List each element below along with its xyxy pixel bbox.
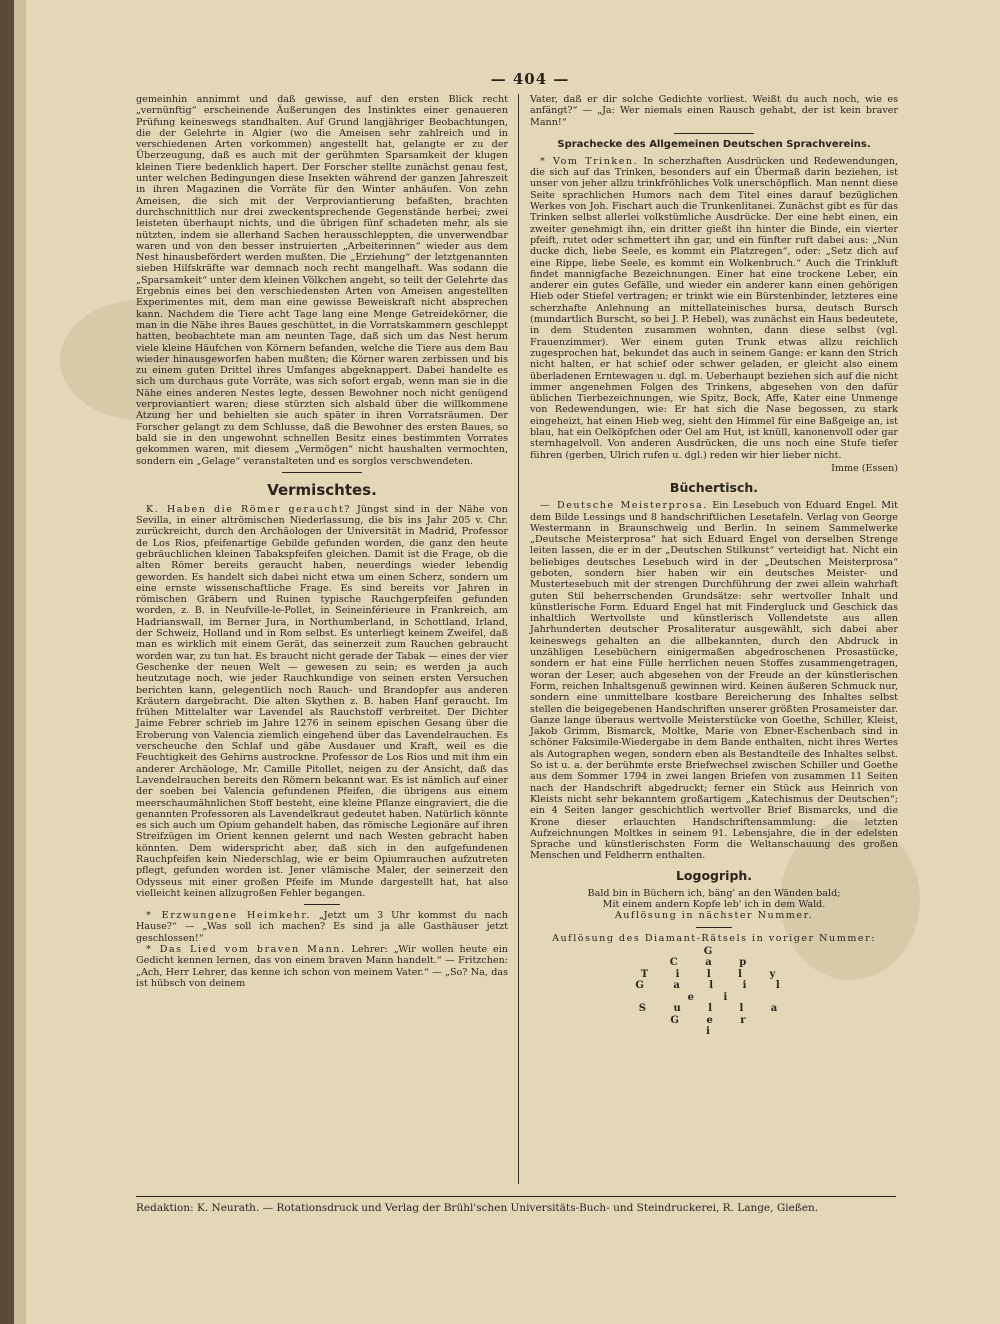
diamond-row: C a p <box>669 957 759 969</box>
anecdote-heimkehr <box>136 910 508 944</box>
article-roman-smoking <box>136 504 508 899</box>
anecdote-lead: * Erzwungene Heimkehr. <box>146 910 311 922</box>
logogriph-riddle <box>530 888 898 922</box>
anecdote-body: „Jetzt um 3 Uhr kommst du nach Hause?“ — „Was soll ich machen? Es sind ja alle Gasthäuser jetzt geschlossen!“ <box>136 910 508 944</box>
page-number: — 404 — <box>490 70 570 88</box>
section-title-logogriph: Logogriph. <box>675 867 753 883</box>
review-lead: — Deutsche Meisterprosa. <box>540 500 708 512</box>
anecdote-continuation: Vater, daß er dir solche Gedichte vorliest. Weißt du auch noch, wie es anfängt?“ — „Ja: Wer niemals einen Rausch gehabt, der ist kein braver Mann!“ <box>530 94 898 128</box>
section-divider <box>674 133 754 134</box>
anecdote-lied <box>136 944 508 989</box>
diamond-row: G <box>703 945 725 957</box>
riddle-line: Bald bin in Büchern ich, bäng' an den Wänden bald; <box>587 887 841 899</box>
section-divider <box>304 904 340 905</box>
article-body: Jüngst sind in der Nähe von Sevilla, in einer altrömischen Niederlassung, die bis ins Jahr 205 v. Chr. zurückreicht, durch den Archäologen der Universität in Madrid, Professor de Los Rios, pfeifenartige Gebilde gefunden worden, die ganz den heute gebräuchlichen kleinen Tabakspfeifen gleichen. Damit ist die Frage, ob die alten Römer bereits geraucht haben, neuerdings wieder lebendig geworden. Es handelt sich dabei nicht etwa um einen Scherz, sondern um eine ernste wissenschaftliche Frage. Es sind bereits vor Jahren in römischen Gräbern und Ruinen typische Rauchgerpfeifen gefunden worden, z. B. in Neufville-le-Pollet, in Seineinférieure in Frankreich, am Hadrianswall, im Berner Jura, in Northumberland, in Schottland, Irland, der Schweiz, Holland und in Rom selbst. Es unterliegt keinem Zweifel, daß man es wirklich mit einem Gerät, das seinerzeit zum Rauchen gebraucht worden war, zu tun hat. Es braucht nicht gerade der Tabak — eines der vier Geschenke der neuen Welt — gewesen zu sein; es werden ja auch heutzutage noch, wie jeder Rauchkundige von seinen ersten Versuchen berichten kann, gelegentlich noch Rauch- und Brandopfer aus anderen Kräutern dargebracht. Die alten Skythen z. B. haben Hanf geraucht. Im frühen Mittelalter war Lavendel als Rauchstoff verbreitet. Der Dichter Jaime Febrer schrieb im Jahre 1276 in seinem epischen Gesang über die Eroberung von Valencia ziemlich eingehend über das Lavendelrauchen. Es verscheuche den Schlaf und gäbe Ausdauer und Kraft, weil es die Feuchtigkeit des Gehirns austrockne. Professor de Los Rios und mit ihm ein anderer Archäologe, Mr. Camille Pitollet, neigen zu der Ansicht, daß das Lavendelrauchen bereits den Römern bekannt war. Es ist nämlich auf einer der soeben bei Valencia gefundenen Pfeifen, die übrigens aus einem meerschaumähnlichen Stoff besteht, eine kleine Pflanze eingraviert, die die genannten Professoren als Lavendelkraut gedeutet haben. Natürlich könnte es sich auch um Opium gehandelt haben, das römische Legionäre auf ihren Streifzügen im Orient kennen gelernt und nach Westen gebracht haben könnten. Dem widerspricht aber, daß sich in den aufgefundenen Rauchpfeifen kein Niederschlag, wie er beim Opiumrauchen aufzutreten pflegt, gefunden worden ist. Jener vlämische Maler, der seinerzeit den Odysseus mit einer großen Pfeife im Munde dargestellt hat, hat also vielleicht keinen allzugroßen Fehler begangen. <box>136 503 508 899</box>
riddle-note: Auflösung in nächster Nummer. <box>614 910 814 922</box>
section-divider <box>282 472 362 473</box>
anecdote-lead: * Das Lied vom braven Mann. <box>146 944 346 956</box>
section-title-buechertisch: Büchertisch. <box>669 480 759 496</box>
diamond-puzzle-solution <box>634 946 794 1038</box>
diamond-row: G e r <box>670 1014 758 1026</box>
right-column <box>530 94 898 1038</box>
book-binding <box>0 0 14 1324</box>
section-title-vermischtes: Vermischtes. <box>267 480 377 499</box>
solution-heading: Auflösung des Diamant-Rätsels in voriger Nummer: <box>552 932 876 944</box>
article-lead: * Vom Trinken. <box>540 155 639 167</box>
diamond-row: i <box>706 1026 722 1038</box>
imprint-footer: Redaktion: K. Neurath. — Rotationsdruck und Verlag der Brühl'schen Universitäts-Buch- und Steindruckerei, R. Lange, Gießen. <box>136 1202 819 1214</box>
section-title-sprachecke: Sprachecke des Allgemeinen Deutschen Sprachvereins. <box>557 138 871 150</box>
article-vom-trinken <box>530 156 898 461</box>
section-divider <box>696 927 732 928</box>
footer-rule <box>136 1196 896 1197</box>
article-body: In scherzhaften Ausdrücken und Redewendungen, die sich auf das Trinken, besonders auf ein Übermaß darin beziehen, ist unser von jeher allzu trinkfröhliches Volk unerschöpflich. Man nennt diese Seite sprachlichen Humors nach dem Titel eines darauf bezüglichen Werkes von Joh. Fischart auch die Trunkenlitanei. Zunächst gibt es für das Trinken selbst allerlei volkstümliche Ausdrücke. Der eine hebt einen, ein zweiter genehmigt ihn, ein dritter gießt ihn hinter die Binde, ein vierter pfeift, rutet oder schmettert ihn gar, und ein fünfter ruft dabei aus: „Nun ducke dich, liebe Seele, es kommt ein Platzregen“, oder: „Setz dich auf eine Rippe, liebe Seele, es kommt ein Wolkenbruch.“ Auch die Trinkluft findet mannigfache Bezeichnungen. Einer hat eine trockene Leber, ein anderer ein gutes Gefälle, und wieder ein anderer kann einen gehörigen Hieb oder Stiefel vertragen; er trinkt wie ein Bürstenbinder, letzteres eine scherzhafte Anlehnung an mittellateinisches bursa, deutsch Bursch (mundartlich Burscht, so bei J. P. Hebel), was zunächst ein Haus bedeutete, in dem Studenten zusammen wohnten, dann diese selbst (vgl. Frauenzimmer). Wer einem guten Trunk etwas allzu reichlich zugesprochen hat, bekundet das auch in seinem Gange: er kann den Strich nicht halten, er hat schief oder schwer geladen, er gleicht also einem überladenen Erntewagen u. dgl. m. Ueberhaupt beziehen sich auf die nicht immer angenehmen Folgen des Trinkens, abgesehen von den dafür üblichen Tierbezeichnungen, wie Spitz, Bock, Affe, Kater eine Unmenge von Redewendungen, wie: Er hat sich die Nase begossen, zu stark eingeheizt, hat einen Hieb weg, sieht den Himmel für eine Baßgeige an, ist blau, hat ein Oelköpfchen oder Oel am Hut, ist knüll, kanonenvoll oder gar sternhagelvoll. Von anderen Ausdrücken, die uns noch eine Stufe tiefer führen (gerben, Ulrich rufen u. dgl.) reden wir hier lieber nicht. <box>530 155 898 461</box>
diamond-row: G a l i l e i <box>635 980 793 1003</box>
column-divider <box>518 94 519 1184</box>
diamond-row: T i l l y <box>640 968 788 980</box>
book-review <box>530 500 898 862</box>
page-edge <box>14 0 26 1324</box>
review-body: Ein Lesebuch von Eduard Engel. Mit dem Bilde Lessings und 8 handschriftlichen Lesetafeln. Verlag von George Westermann in Braunschweig und Berlin. In seinem Sammelwerke „Deutsche Meisterprosa“ hat sich Eduard Engel von derselben Strenge leiten lassen, die er in der „Deutschen Stilkunst“ verteidigt hat. Nicht ein beliebiges deutsches Lesebuch wird in der „Deutschen Meisterprosa“ geboten, sondern hier haben wir ein deutsches Meister- und Mustertesebuch mit der strengen Durchführung der zwei allein wahrhaft guten Stil beherrschenden Grundsätze: sehr wertvoller Inhalt und künstlerische Form. Eduard Engel hat mit Findergluck und Geschick das inhaltlich Wertvollste und künstlerisch Vollendetste aus allen Jahrhunderten deutscher Prosaliteratur ausgewählt, sich dabei aber keineswegs gehalten an die allbekannten, durch den Abdruck in unzähligen Lesebüchern einigermaßen abgedroschenen Prosastücke, sondern er hat eine Fülle herrlichen neuen Stoffes zusammengetragen, woran der Leser, auch abgesehen von der Freude an der künstlerischen Form, reichen Inhaltsgenuß gewinnen wird. Keinen äußeren Schmuck nur, sondern eine unmittelbare kostbare Bereicherung des Inhaltes selbst stellen die beigegebenen Handschriften unserer größten Prosameister dar. Ganze lange überaus wertvolle Meisterstücke von Goethe, Schiller, Kleist, Jakob Grimm, Bismarck, Moltke, Marie von Ebner-Eschenbach sind in schöner Faksimile-Wiedergabe in dem Bande enthalten, nicht ihres Wertes als Autographen wegen, sondern eben als Bestandteile des Inhaltes selbst. So ist u. a. der berühmte erste Briefwechsel zwischen Schiller und Goethe aus dem Sommer 1794 in zwei langen Briefen von zusammen 11 Seiten nach der Handschrift abgedruckt; ferner ein Stück aus Heinrich von Kleists nicht sehr bekanntem großartigem „Katechismus der Deutschen“; ein 4 Seiten langer geschichtlich wertvoller Brief Bismarcks, und die Krone dieser erlauchten Handschriftensammlung: die letzten Aufzeichnungen Moltkes in seinem 91. Lebensjahre, die in der edelsten Sprache und künstlerischsten Form die Weltanschauung des großen Menschen und Feldherrn enthalten. <box>530 500 898 862</box>
riddle-line: Mit einem andern Kopfe leb' ich in dem Wald. <box>602 899 826 910</box>
article-continuation: gemeinhin annimmt und daß gewisse, auf den ersten Blick recht „vernünftig“ erscheinende Äußerungen des Instinktes einer genaueren Prüfung keineswegs standhalten. Auf Grund langjähriger Beobachtungen, die der Gelehrte in Algier (wo die Ameisen sehr zahlreich und in verschiedenen Arten vorkommen) angestellt hat, gelangte er zu der Überzeugung, daß es auch mit der gerühmten Sparsamkeit der klugen kleinen Tiere bedenklich hapert. Der Forscher stellte zunächst genau fest, unter welchen Bedingungen diese Insekten während der ganzen Jahreszeit in ihren Magazinen die Vorräte für den Winter anhäufen. Von zehn Ameisen, die sich mit der Verproviantierung befaßten, brachten durchschnittlich nur drei zweckentsprechende Gegenstände herbei; zwei leisteten überhaupt nichts, und die übrigen fünf schadeten mehr, als sie nützten, indem sie allerhand Sachen herausschleppten, die unverwendbar waren und von den besser instruierten „Arbeiterinnen“ wieder aus dem Nest hinausbefördert werden mußten. Die „Erziehung“ der letztgenannten sieben Hilfskräfte war demnach noch recht mangelhaft. Was sodann die „Sparsamkeit“ unter dem kleinen Völkchen angeht, so teilt der Gelehrte das Ergebnis eines bei den verschiedensten Arten von Ameisen angestellten Experimentes mit, dem man eine gewisse Beweiskraft nicht absprechen kann. Nachdem die Tiere acht Tage lang eine Menge Getreidekörner, die man in die Nähe ihres Baues geschüttet, in die Vorratskammern geschleppt hatten, beobachtete man am neunten Tage, daß sich um das Nest herum viele kleine Häufchen von Körnern befanden, welche die Tiere aus dem Bau wieder hinausgeworfen haben mußten; die Körner waren zerbissen und bis zu einem guten Drittel ihres Umfanges abgeknappert. Dabei handelte es sich um durchaus gute Vorräte, was sich sofort ergab, wenn man sie in die Nähe eines anderen Nestes legte, dessen Bewohner noch nicht genügend verproviantiert waren; diese stürzten sich alsbald über die willkommene Atzung her und behielten sie auch später in ihren Vorratsräumen. Der Forscher gelangt zu dem Schlusse, daß die Bewohner des ersten Baues, so bald sie in den ungewohnt schnellen Besitz eines bestimmten Vorrates gekommen waren, mit diesem „Vermögen“ nicht haushalten vermochten, sondern ein „Gelage“ veranstalteten und es sorglos verschwendeten. <box>136 94 508 467</box>
diamond-row: S u l l a <box>638 1003 790 1015</box>
author-signature: Imme (Essen) <box>831 462 898 474</box>
left-column <box>136 94 508 989</box>
anecdote-body: Lehrer: „Wir wollen heute ein Gedicht kennen lernen, das von einem braven Mann handelt.“ — Fritzchen: „Ach, Herr Lehrer, das kenne ich schon von meinem Vater.“ — „So? Na, das ist hübsch von deinem <box>136 944 508 989</box>
article-lead: K. Haben die Römer geraucht? <box>146 503 351 515</box>
